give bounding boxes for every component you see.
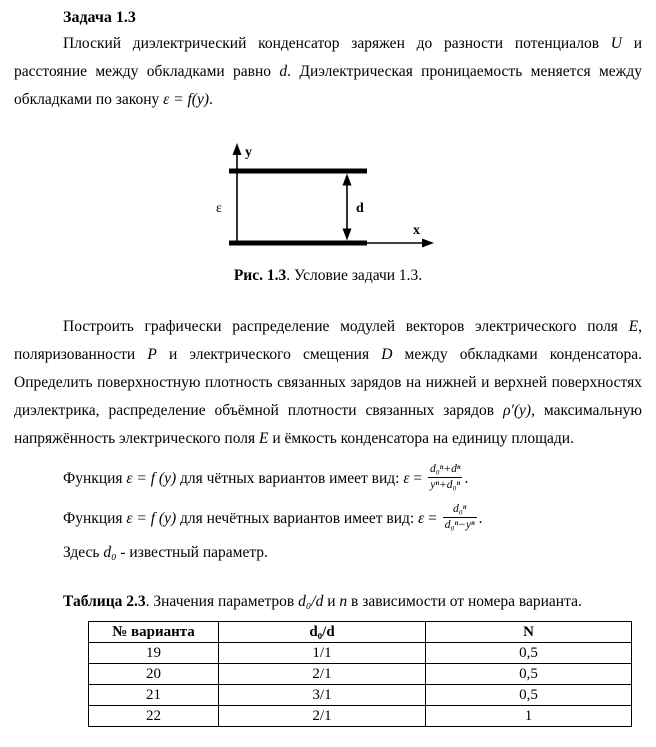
formula-odd-suffix: . bbox=[478, 510, 483, 527]
cell-d0d: 3/1 bbox=[219, 685, 426, 706]
formula-even-fraction bbox=[428, 462, 463, 493]
formula-even-denominator: yⁿ+d₀ⁿ bbox=[430, 478, 461, 491]
cell-variant: 19 bbox=[89, 643, 219, 664]
y-axis-label: y bbox=[245, 145, 252, 160]
problem-title: Задача 1.3 bbox=[63, 9, 136, 26]
y-axis-arrowhead-icon bbox=[233, 143, 242, 155]
cell-n: 0,5 bbox=[426, 643, 632, 664]
problem-statement-paragraph: Плоский диэлектрический конденсатор заряжен до разности потенциалов U и расстояние между обкладками равно d. Диэлектрическая проницаемость меняется между обкладками по закону ε = f(y). bbox=[14, 35, 642, 108]
cell-d0d: 2/1 bbox=[219, 706, 426, 727]
formula-even-prefix: Функция ε = f (y) для чётных вариантов имеет вид: ε = bbox=[63, 470, 426, 487]
formula-odd-denominator: d₀ⁿ−yⁿ bbox=[444, 518, 475, 531]
formula-odd-line bbox=[63, 499, 642, 539]
parameter-note: Здесь d₀ - известный параметр. bbox=[63, 544, 268, 561]
cell-variant: 21 bbox=[89, 685, 219, 706]
table-header-row bbox=[89, 622, 632, 643]
figure-caption: Рис. 1.3. Условие задачи 1.3. bbox=[233, 267, 423, 284]
cell-d0d: 2/1 bbox=[219, 664, 426, 685]
table-row bbox=[89, 664, 632, 685]
header-d0-over-d: d₀/d bbox=[219, 622, 426, 643]
cell-variant: 22 bbox=[89, 706, 219, 727]
epsilon-label: ε bbox=[216, 201, 222, 216]
d-label: d bbox=[356, 201, 364, 216]
formula-odd-numerator: d₀ⁿ bbox=[443, 502, 477, 518]
x-axis-label: x bbox=[413, 223, 420, 238]
cell-n: 0,5 bbox=[426, 685, 632, 706]
table-row bbox=[89, 643, 632, 664]
capacitor-diagram bbox=[215, 142, 441, 260]
d-arrow-down-head-icon bbox=[343, 229, 352, 241]
task-paragraph: Построить графически распределение модулей векторов электрического поля E, поляризованности P и электрического смещения D между обкладками конденсатора. Определить поверхностную плотность связанных зарядов на нижней и верхней поверхностях диэлектрика, распределение объёмной плотности связанных зарядов ρ′(y), максимальную напряжённость электрического поля E и ёмкость конденсатора на единицу площади. bbox=[14, 318, 643, 447]
header-n: N bbox=[426, 622, 632, 643]
cell-n: 0,5 bbox=[426, 664, 632, 685]
formula-odd-prefix: Функция ε = f (y) для нечётных вариантов имеет вид: ε = bbox=[63, 510, 441, 527]
header-variant-number: № варианта bbox=[89, 622, 219, 643]
table-row bbox=[89, 706, 632, 727]
d-arrow-up-head-icon bbox=[343, 174, 352, 186]
table-caption: Таблица 2.3. Значения параметров d₀/d и n в зависимости от номера варианта. bbox=[63, 593, 582, 610]
figure-block bbox=[14, 142, 642, 287]
cell-n: 1 bbox=[426, 706, 632, 727]
formula-odd-fraction bbox=[443, 502, 477, 533]
x-axis-arrowhead-icon bbox=[422, 239, 434, 248]
variants-table bbox=[88, 621, 632, 727]
cell-d0d: 1/1 bbox=[219, 643, 426, 664]
formula-even-numerator: d₀ⁿ+dⁿ bbox=[428, 462, 463, 478]
formula-even-suffix: . bbox=[464, 470, 469, 487]
cell-variant: 20 bbox=[89, 664, 219, 685]
table-row bbox=[89, 685, 632, 706]
formula-even-line bbox=[63, 459, 642, 499]
